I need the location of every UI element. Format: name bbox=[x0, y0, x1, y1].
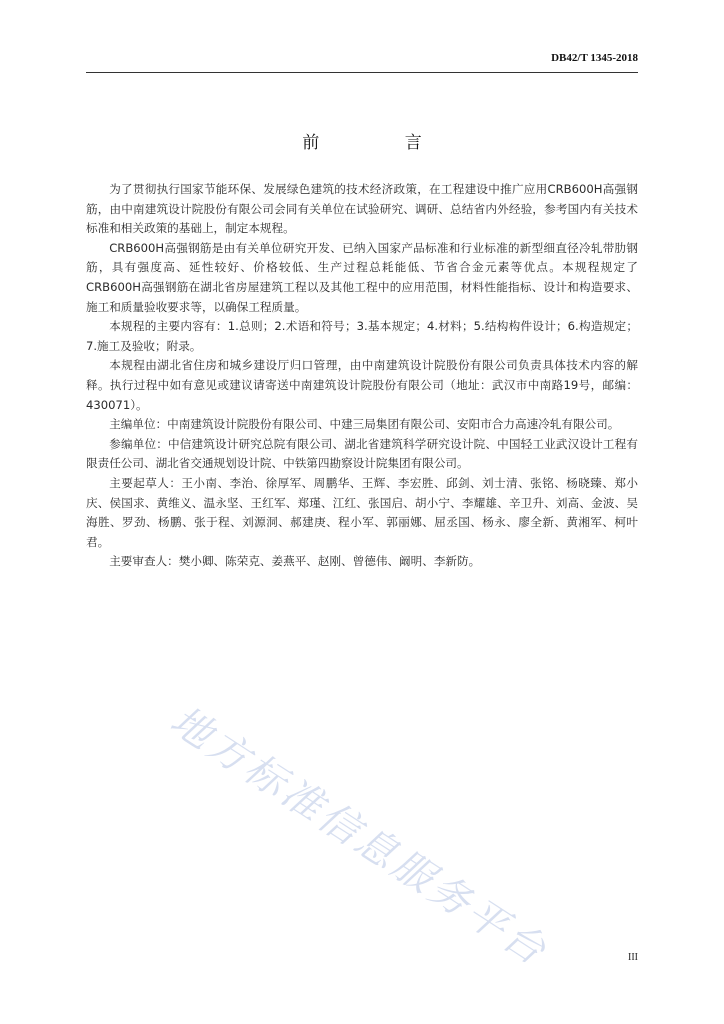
paragraph-chief-editors: 主编单位：中南建筑设计院股份有限公司、中建三局集团有限公司、安阳市合力高速冷轧有限公司。 bbox=[109, 417, 620, 432]
watermark: 地方标准信息服务平台 bbox=[162, 697, 557, 976]
section-title: 前 言 bbox=[302, 133, 462, 153]
page-number: III bbox=[628, 952, 638, 963]
paragraph-participating-units: 参编单位：中信建筑设计研究总院有限公司、湖北省建筑科学研究设计院、中国轻工业武汉设计工程有限责任公司、湖北省交通规划设计院、中铁第四勘察设计院集团有限公司。 bbox=[86, 436, 638, 471]
paragraph-administration: 本规程由湖北省住房和城乡建设厅归口管理，由中南建筑设计院股份有限公司负责具体技术内容的解释。执行过程中如有意见或建议请寄送中南建筑设计院股份有限公司（地址：武汉市中南路19号，邮编：430071）。 bbox=[86, 358, 638, 412]
preface-body bbox=[86, 180, 638, 572]
standard-code: DB42/T 1345-2018 bbox=[551, 52, 638, 64]
paragraph-drafters: 主要起草人：王小南、李治、徐厚军、周鹏华、王辉、李宏胜、邱剑、刘士清、张铭、杨晓臻、郑小庆、侯国求、黄维义、温永坚、王红军、郑瑾、江红、张国启、胡小宁、李耀雄、辛卫升、刘高、金波、吴海胜、罗劲、杨鹏、张于程、刘源洞、郝建庚、程小军、郭丽娜、屈丞国、杨永、廖全新、黄湘军、柯叶君。 bbox=[86, 475, 638, 549]
header-divider bbox=[86, 72, 638, 73]
paragraph-purpose: 为了贯彻执行国家节能环保、发展绿色建筑的技术经济政策，在工程建设中推广应用CRB600H高强钢筋，由中南建筑设计院股份有限公司会同有关单位在试验研究、调研、总结省内外经验，参考国内有关技术标准和相关政策的基础上，制定本规程。 bbox=[86, 182, 638, 236]
paragraph-product-description: CRB600H高强钢筋是由有关单位研究开发、已纳入国家产品标准和行业标准的新型细直径冷轧带肋钢筋，具有强度高、延性较好、价格较低、生产过程总耗能低、节省合金元素等优点。本规程规定了CRB600H高强钢筋在湖北省房屋建筑工程以及其他工程中的应用范围，材料性能指标、设计和构造要求、施工和质量验收要求等，以确保工程质量。 bbox=[86, 240, 638, 314]
paragraph-main-contents: 本规程的主要内容有：1.总则；2.术语和符号；3.基本规定；4.材料；5.结构构件设计；6.构造规定；7.施工及验收；附录。 bbox=[86, 319, 638, 353]
paragraph-reviewers: 主要审查人：樊小卿、陈荣克、姜燕平、赵刚、曾德伟、阚明、李新防。 bbox=[109, 554, 481, 569]
